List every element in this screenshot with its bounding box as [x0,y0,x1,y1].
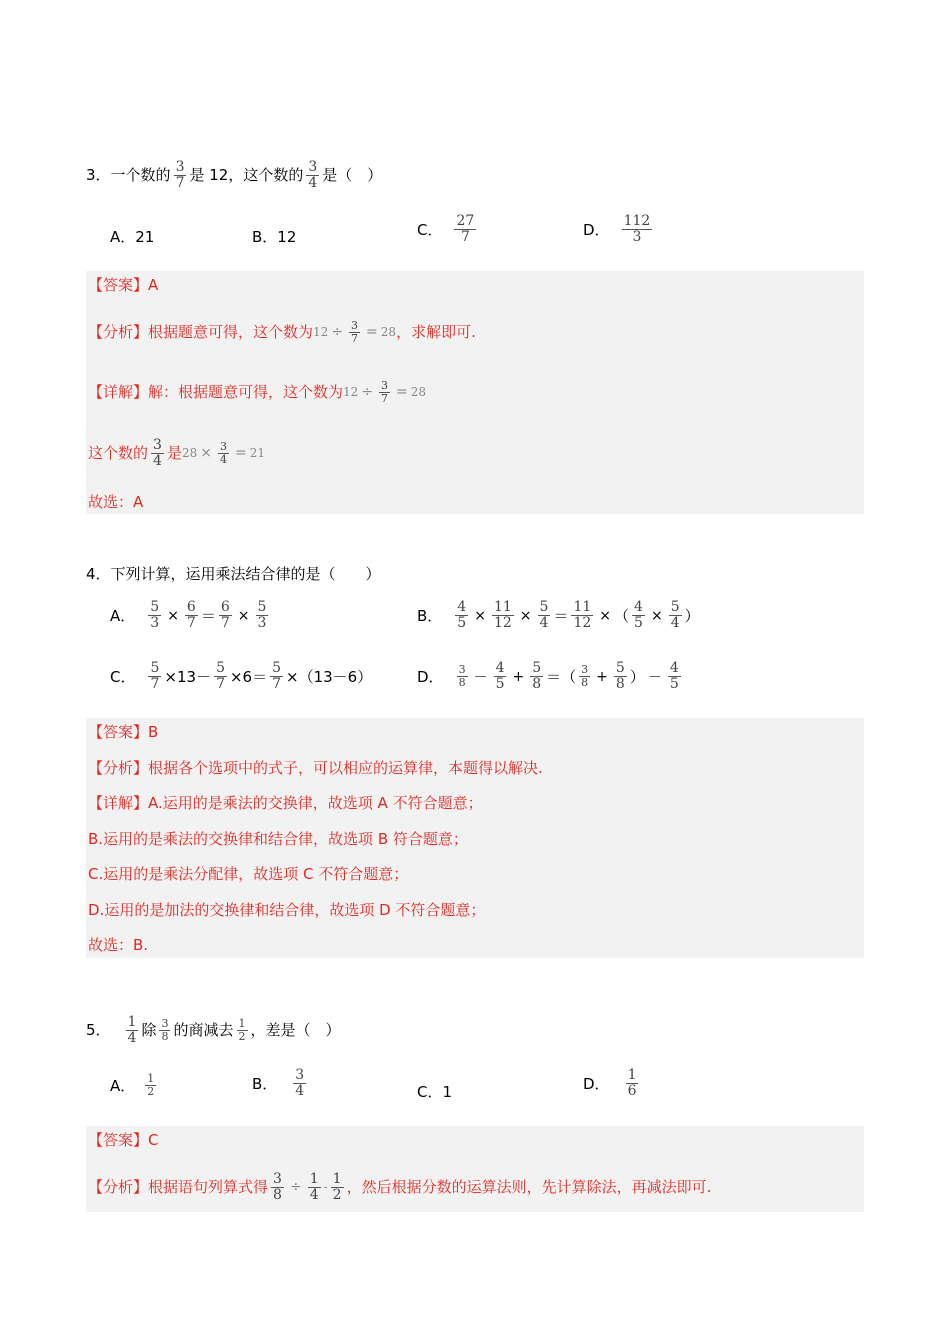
q4-analysis: 【分析】 根据各个选项中的式子，可以相应的运算律，本题得以解决. [88,759,543,777]
q3-option-a: A． 21 [110,227,155,246]
q4-option-a: A． $\frac{5}{3}$ × $\frac{6}{7}$ ＝ $\frac{6}{7}$ × $\frac{5}{3}$ [110,599,267,631]
q3-fraction-a: $\frac{3}{7}$ [175,158,185,191]
q5-number: 5． [86,1021,111,1039]
q4-option-c: C． $\frac{5}{7}$ ×13－ $\frac{5}{7}$ ×6＝ $\frac{5}{7}$ ×（13－6） [110,660,373,692]
q4-stem: 4． 下列计算，运用乘法结合律的是（ ） [86,565,381,583]
q5-solution-panel [86,1126,864,1212]
q5-analysis: 【分析】 根据语句列算式得 $\frac{3}{8}$ ÷ $\frac{1}{4}$ - $\frac{1}{2}$ ，然后根据分数的运算法则，先计算除法，再减法即可. [88,1170,712,1203]
q4-choose: 故选：B. [88,936,149,954]
q4-detail-line-b: B.运用的是乘法的交换律和结合律，故选项 B 符合题意； [88,830,468,848]
q4-detail-line-d: D.运用的是加法的交换律和结合律，故选项 D 不符合题意； [88,901,486,919]
q3-option-d-fraction: $\frac{112}{3}$ [623,213,651,245]
q3-option-d: D． $\frac{112}{3}$ [583,213,651,245]
q3-stem: 3． 一个数的 $\frac{3}{7}$ 是 12，这个数的 $\frac{3}{4}$ 是（ ） [86,158,383,191]
q3-choose: 故选：A [88,493,144,511]
q3-option-c-fraction: $\frac{27}{7}$ [456,213,475,245]
q3-detail-expression: 12 ÷ $\frac{3}{7}$ = 28 [343,378,427,405]
q4-detail-line-c: C.运用的是乘法分配律，故选项 C 不符合题意； [88,865,409,883]
q4-answer: 【答案】 B [88,723,159,741]
q3-detail: 【详解】 解：根据题意可得，这个数为 12 ÷ $\frac{3}{7}$ = 28 [88,378,427,405]
q5-option-b: B． $\frac{3}{4}$ [252,1067,305,1099]
q4-detail: 【详解】 A.运用的是乘法的交换律，故选项 A 不符合题意； [88,794,483,812]
q5-option-d: D． $\frac{1}{6}$ [583,1067,637,1099]
q5-stem: 5． $\frac{1}{4}$ 除 $\frac{3}{8}$ 的商减去 $\frac{1}{2}$ ，差是（ ） [86,1013,341,1046]
q3-solution-panel [86,271,864,514]
q4-option-d: D． $\frac{3}{8}$ － $\frac{4}{5}$ + $\frac{5}{8}$ ＝ （ $\frac{3}{8}$ + $\frac{5}{8}$ ） － $\frac{4}{5}$ [417,660,679,692]
q5-analysis-expression: $\frac{3}{8}$ ÷ $\frac{1}{4}$ - $\frac{1}{2}$ [273,1170,342,1203]
q4-option-b: B． $\frac{4}{5}$ × $\frac{11}{12}$ × $\frac{5}{4}$ ＝ $\frac{11}{12}$ × （ $\frac{4}{5}$ × $\frac{5}{4}$ ） [417,599,700,631]
q3-detail-line2-expression: 28 × $\frac{3}{4}$ = 21 [181,439,265,466]
q3-analysis: 【分析】 根据题意可得，这个数为 12 ÷ $\frac{3}{7}$ = 28 ，求解即可. [88,318,476,345]
q3-answer: 【答案】 A [88,276,159,294]
q5-option-c: C． 1 [417,1082,453,1101]
q3-number: 3． [86,166,111,184]
q3-analysis-expression: 12 ÷ $\frac{3}{7}$ = 28 [313,318,397,345]
q3-option-c: C． $\frac{27}{7}$ [417,213,475,245]
q5-option-a: A． $\frac{1}{2}$ [110,1072,155,1098]
q3-detail-line2: 这个数的 $\frac{3}{4}$ 是 28 × $\frac{3}{4}$ = 21 [88,436,265,469]
q4-number: 4． [86,565,111,583]
q3-fraction-b: $\frac{3}{4}$ [308,158,318,191]
q4-solution-panel [86,718,864,958]
q5-answer: 【答案】 C [88,1131,159,1149]
q3-option-b: B． 12 [252,227,297,246]
